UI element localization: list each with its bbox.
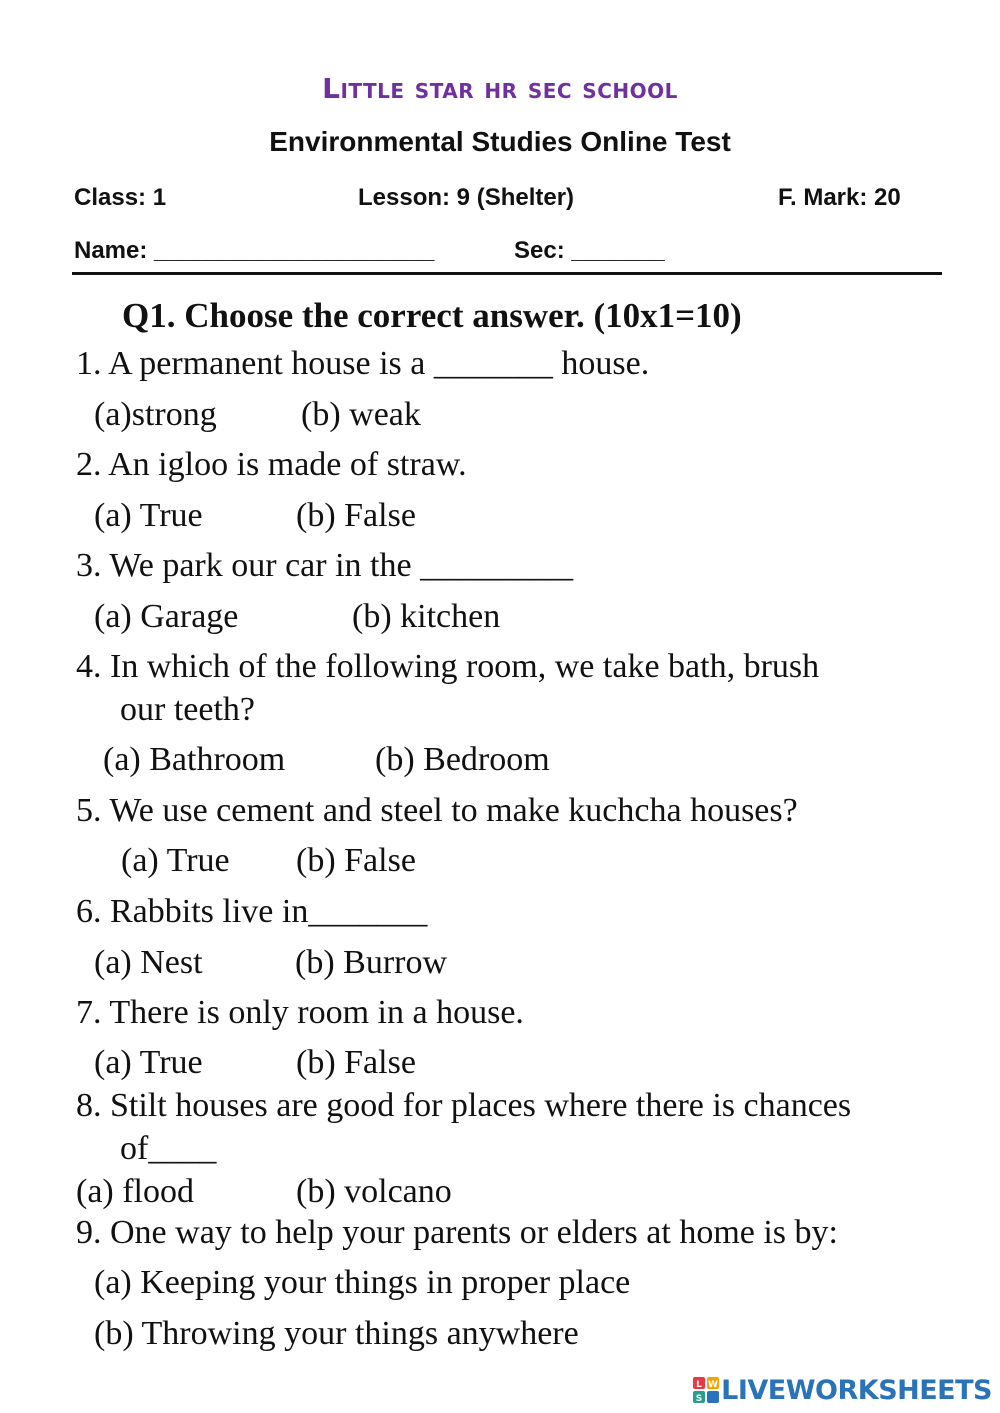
question-6: 6. Rabbits live in_______ <box>76 893 428 930</box>
q2-option-b: (b) False <box>296 497 416 534</box>
section-field: Sec: _______ <box>514 237 665 264</box>
q3-option-a: (a) Garage <box>94 598 239 635</box>
q4-option-b: (b) Bedroom <box>375 741 550 778</box>
question-1: 1. A permanent house is a _______ house. <box>76 345 650 382</box>
question-5: 5. We use cement and steel to make kuchcha houses? <box>76 792 798 829</box>
section-title: Q1. Choose the correct answer. (10x1=10) <box>122 296 742 335</box>
brand-text: LIVEWORKSHEETS <box>721 1374 992 1406</box>
class-label: Class: 1 <box>74 184 167 211</box>
question-9: 9. One way to help your parents or elders at home is by: <box>76 1214 838 1251</box>
logo-letter-s: S <box>695 1394 703 1403</box>
q5-option-a: (a) True <box>121 842 230 879</box>
question-3: 3. We park our car in the _________ <box>76 547 574 584</box>
liveworksheets-brand <box>693 1372 992 1408</box>
q8-option-b: (b) volcano <box>296 1173 452 1210</box>
q8-option-a: (a) flood <box>76 1173 195 1210</box>
q5-option-b: (b) False <box>296 842 416 879</box>
q6-option-a: (a) Nest <box>94 944 203 981</box>
header-divider <box>72 272 942 275</box>
school-name: Little star hr sec school <box>322 72 678 105</box>
liveworksheets-logo-icon <box>693 1377 719 1403</box>
q3-option-b: (b) kitchen <box>352 598 501 635</box>
q9-option-b: (b) Throwing your things anywhere <box>94 1315 579 1352</box>
q6-option-b: (b) Burrow <box>295 944 448 981</box>
question-4: 4. In which of the following room, we take bath, brush <box>76 648 820 685</box>
q1-option-b: (b) weak <box>301 396 421 433</box>
q9-option-a: (a) Keeping your things in proper place <box>94 1264 631 1301</box>
question-8-continued: of____ <box>120 1130 217 1167</box>
logo-letter-w: W <box>708 1380 719 1390</box>
question-8: 8. Stilt houses are good for places where there is chances <box>76 1087 852 1124</box>
question-4-continued: our teeth? <box>120 691 255 728</box>
question-2: 2. An igloo is made of straw. <box>76 446 467 483</box>
question-7: 7. There is only room in a house. <box>76 994 524 1031</box>
q2-option-a: (a) True <box>94 497 203 534</box>
lesson-label: Lesson: 9 (Shelter) <box>358 184 575 211</box>
q1-option-a: (a)strong <box>94 396 217 433</box>
q7-option-a: (a) True <box>94 1044 203 1081</box>
full-marks-label: F. Mark: 20 <box>778 184 901 211</box>
logo-letter-l: L <box>696 1380 703 1390</box>
test-title: Environmental Studies Online Test <box>269 126 731 157</box>
name-field: Name: _____________________ <box>74 237 435 264</box>
q4-option-a: (a) Bathroom <box>103 741 286 778</box>
q7-option-b: (b) False <box>296 1044 416 1081</box>
